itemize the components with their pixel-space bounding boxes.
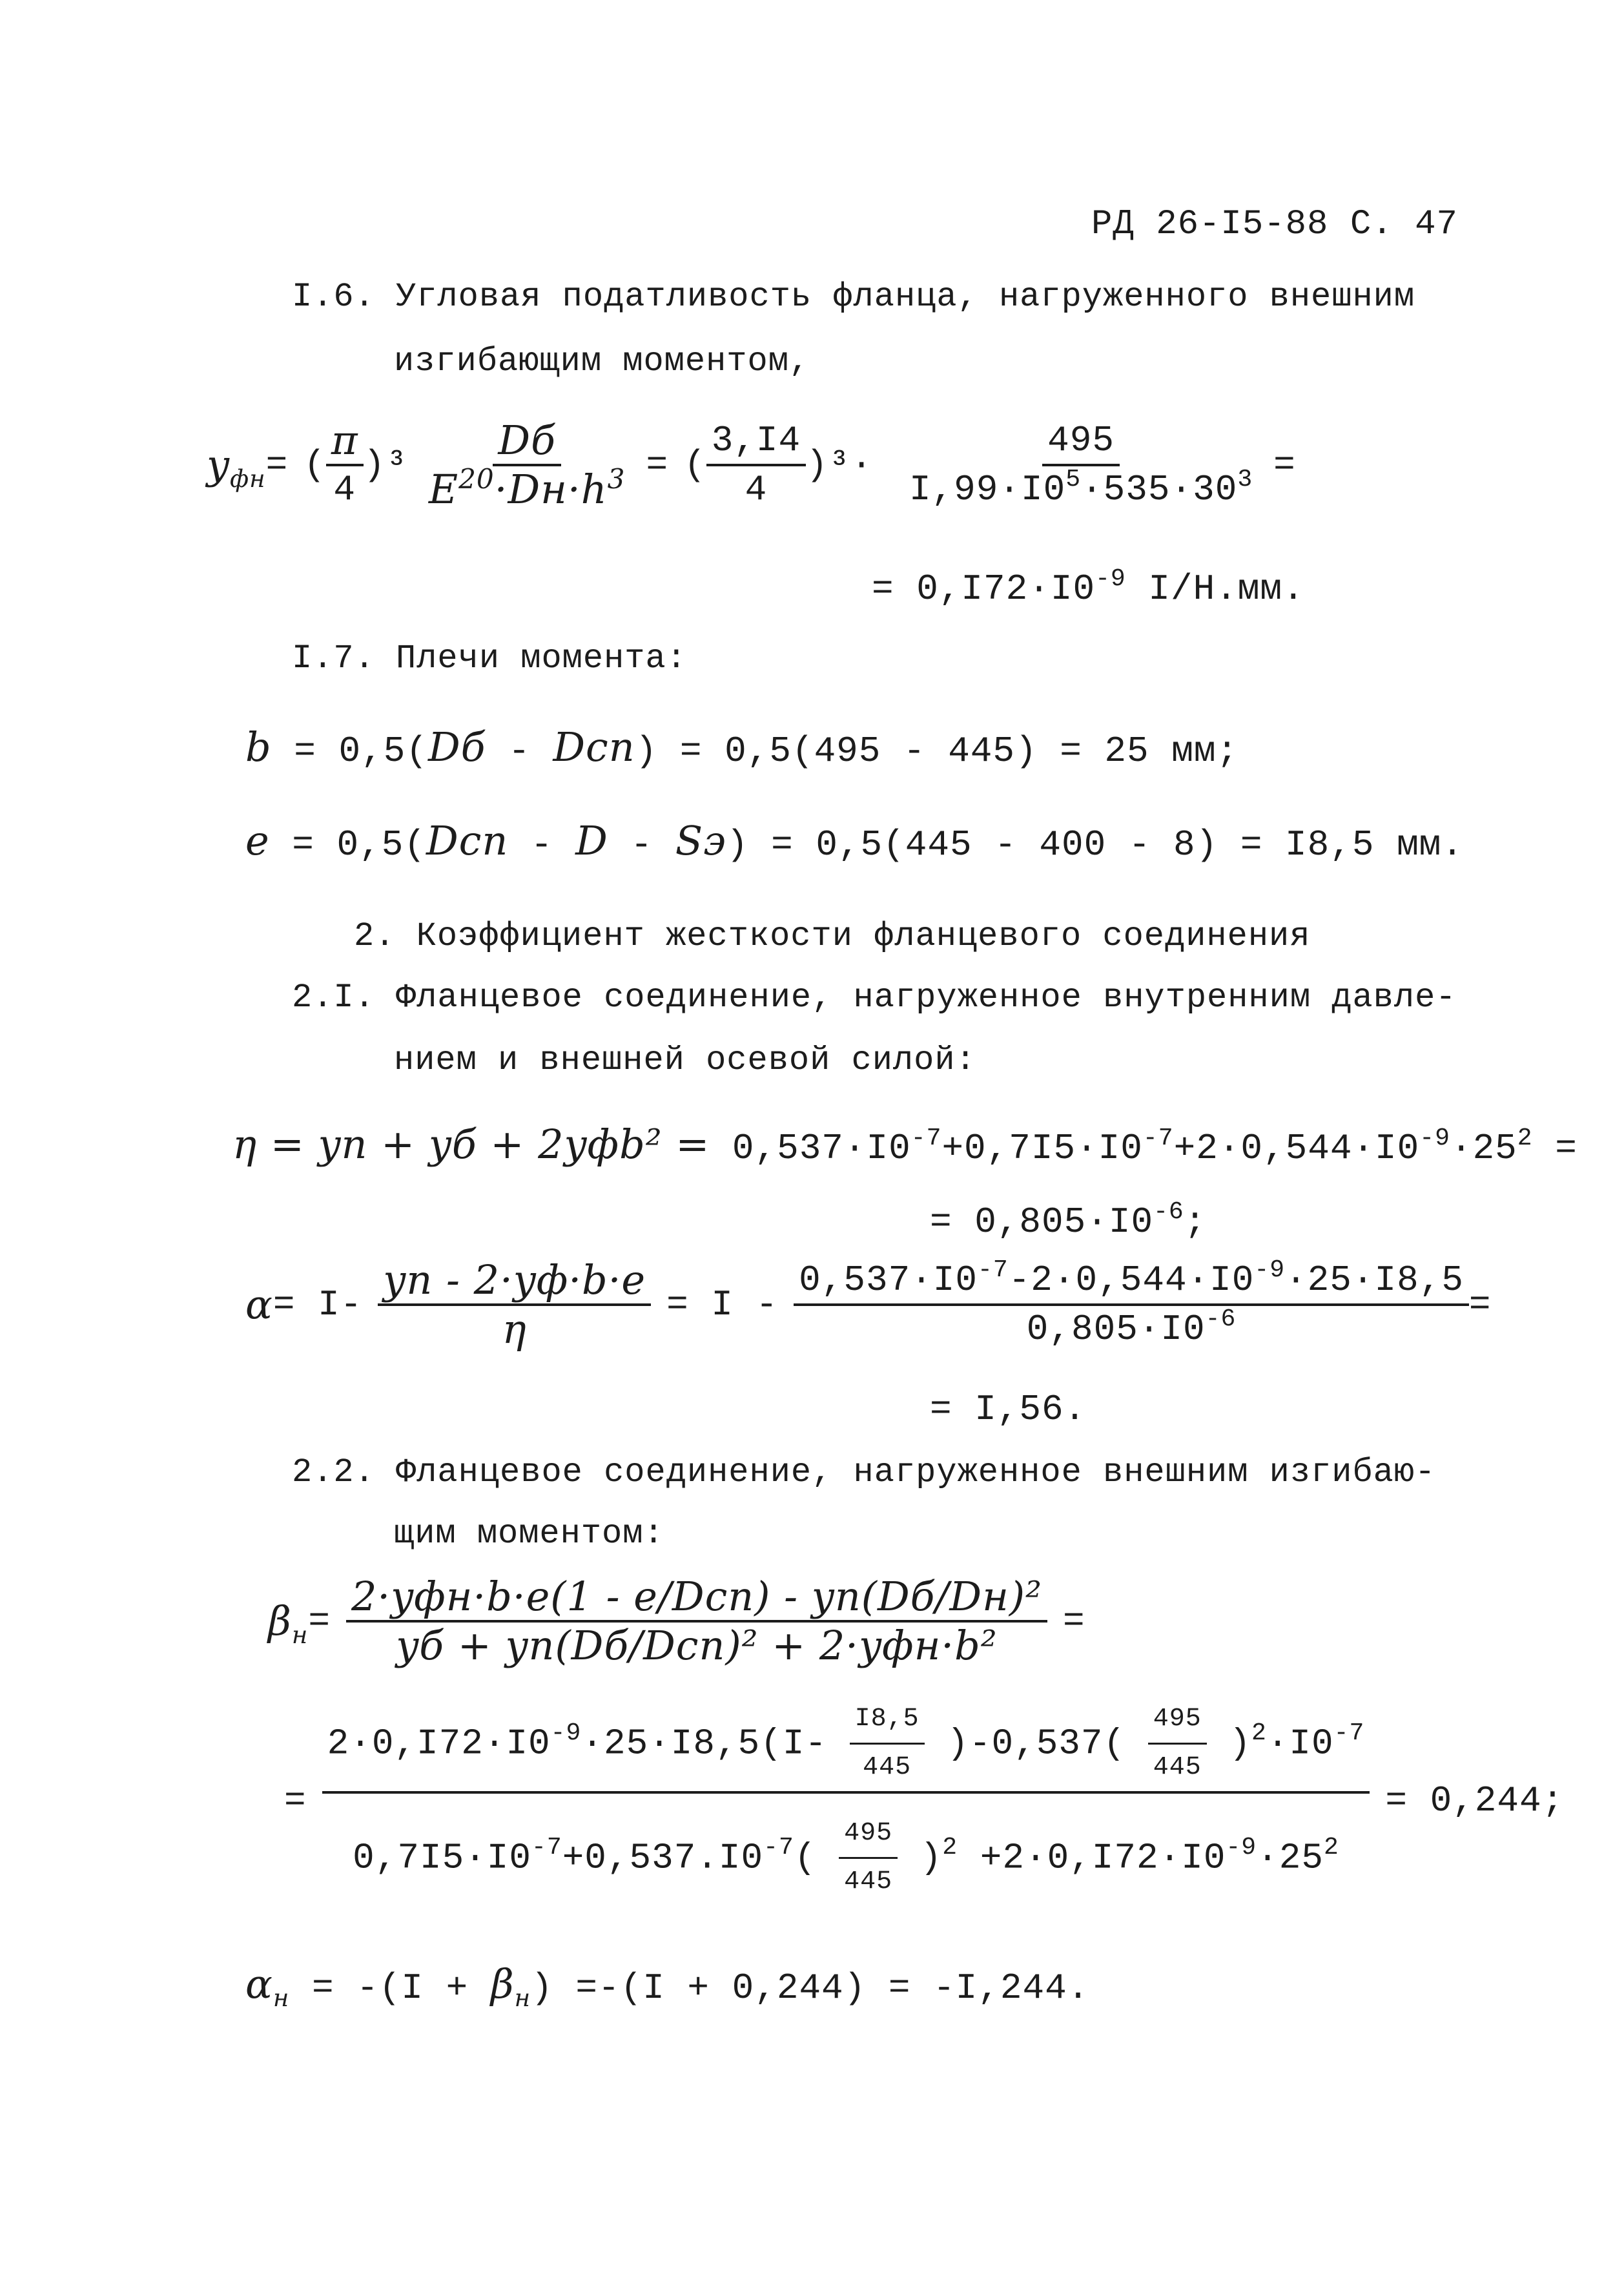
fraction-alpha-symbolic: $\frac{yп - 2\cdot yф\cdot b\cdot e}{\eta}$ — [378, 1260, 651, 1350]
formula-beta-numeric: = $2\cdot 0,I72\cdot I0^{-9}\cdot 25\cdot I8,5(I-$ $\frac{I8,5}{445}$ )-0,537( $\frac{495}{445}$ )$^2\cdot I0^{-7}$ $0,7I5\cdot I0^{-7}+0,537.I0^{-7}$( $\frac{495}{445}$ )$^2 +2\cdot 0,I72\cdot I0^{-9}\cdot 25^2$ = 0,244; — [284, 1699, 1564, 1903]
section-2-2-line2: щим моментом: — [394, 1515, 664, 1553]
fraction-pi-4: $\frac{\pi}{4}$ — [326, 420, 364, 510]
fraction-beta-symbolic: $\frac{\text{2·yфн·b·e(1 - e/Dсп) - yп(Dб/Dн)²}}{\text{yб + yп(Dб/Dсп)² + 2·yфн·b²}}$ — [346, 1576, 1047, 1666]
fraction-db-over-e: $\frac{Dб}{E^{20}\cdot Dн\cdot h^3}$ — [428, 417, 626, 513]
fraction-185-445: $\frac{I8,5}{445}$ — [850, 1699, 925, 1789]
fraction-495-445: $\frac{495}{445}$ — [1148, 1699, 1207, 1789]
formula-b: b = 0,5(Dб - Dсп) = 0,5(495 - 445) = 25 мм; — [245, 723, 1239, 772]
page-header: РД 26-I5-88 С. 47 — [1091, 205, 1458, 244]
section-1-7-title: I.7. Плечи момента: — [292, 639, 687, 678]
section-2-1-line1: 2.I. Фланцевое соединение, нагруженное внутренним давле- — [292, 979, 1457, 1017]
formula-eta-result: = $0,805\cdot I0^{-6}$; — [930, 1198, 1207, 1243]
section-2-1-line2: нием и внешней осевой силой: — [394, 1041, 976, 1079]
formula-y-fn-result: = $0,I72\cdot I0^{-9}$ I/Н.мм. — [872, 565, 1305, 610]
fraction-314-4: $\frac{3,I4}{4}$ — [706, 420, 806, 510]
formula-eta: η = yп + yб + $2yфb^2 = 0,537\cdot I0^{-7}+0,7I5\cdot I0^{-7}+2\cdot 0,544\cdot I0^{-9}\cdot 25^2$ = — [232, 1121, 1578, 1169]
fraction-beta-numeric: $2\cdot 0,I72\cdot I0^{-9}\cdot 25\cdot I8,5(I-$ $\frac{I8,5}{445}$ )-0,537( $\frac{495}{445}$ )$^2\cdot I0^{-7}$ $0,7I5\cdot I0^{-7}+0,537.I0^{-7}$( $\frac{495}{445}$ )$^2 +2\cdot 0,I72\cdot I0^{-9}\cdot 25^2$ — [322, 1699, 1370, 1903]
formula-y-fn: $y_{фн}$ = ( $\frac{\pi}{4}$ )³ $\frac{Dб}{E^{20}\cdot Dн\cdot h^3}$ = ( $\frac{3,I4}{4}$ )³· $\frac{495}{I,99\cdot I0^5\cdot 535\cdot 30^3}$ = — [207, 417, 1296, 513]
fraction-495-445-den: $\frac{495}{445}$ — [839, 1813, 898, 1903]
section-2-2-line1: 2.2. Фланцевое соединение, нагруженное внешним изгибаю- — [292, 1453, 1436, 1491]
section-1-6-line1: I.6. Угловая податливость фланца, нагруженного внешним — [292, 278, 1415, 316]
fraction-495-denominator: $\frac{495}{I,99\cdot I0^5\cdot 535\cdot 30^3}$ — [909, 420, 1253, 510]
section-2-title: 2. Коэффициент жесткости фланцевого соединения — [354, 917, 1311, 955]
formula-beta-symbolic: $\beta_н$ = $\frac{\text{2·yфн·b·e(1 - e/Dсп) - yп(Dб/Dн)²}}{\text{yб + yп(Dб/Dсп)² + 2·yфн·b²}}$ = — [268, 1573, 1085, 1669]
formula-e: e = 0,5(Dсп - D - Sэ) = 0,5(445 - 400 - 8) = I8,5 мм. — [245, 817, 1464, 866]
fraction-alpha-numeric: $\frac{0,537\cdot I0^{-7}-2\cdot 0,544\cdot I0^{-9}\cdot 25\cdot I8,5}{0,805\cdot I0^{-6}}$ — [794, 1260, 1469, 1350]
formula-alpha: α = I- $\frac{yп - 2\cdot yф\cdot b\cdot e}{\eta}$ = I - $\frac{0,537\cdot I0^{-7}-2\cdot 0,544\cdot I0^{-9}\cdot 25\cdot I8,5}{0,805\cdot I0^{-6}}$ = — [245, 1256, 1492, 1353]
section-1-6-line2: изгибающим моментом, — [394, 342, 810, 380]
symbol-y-fn: $y_{фн}$ — [207, 441, 266, 493]
formula-alpha-n: $\alpha_н = -(I + \beta_н) =-(I + 0,244) = -I,244$. — [245, 1960, 1090, 2013]
formula-alpha-result: = I,56. — [930, 1389, 1087, 1430]
